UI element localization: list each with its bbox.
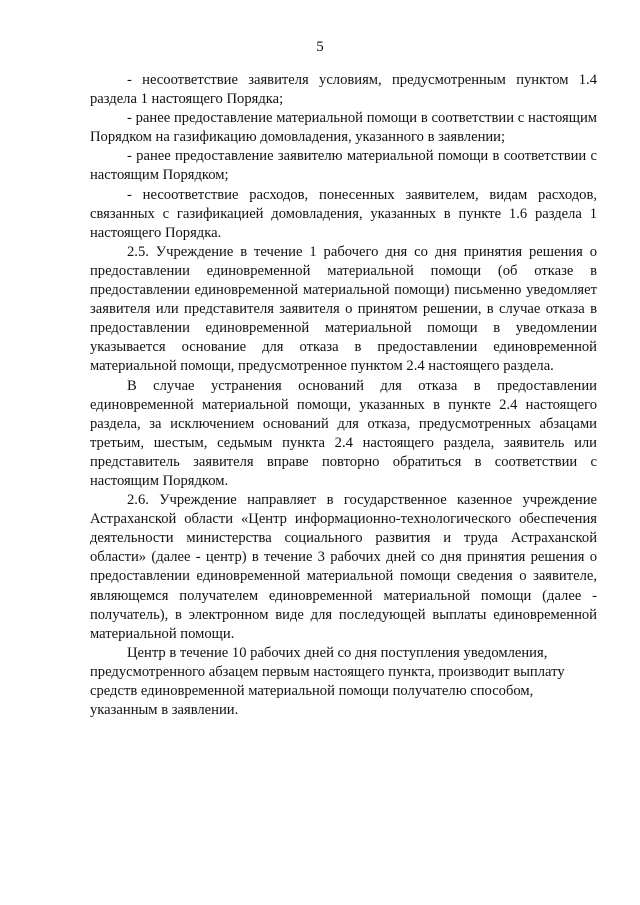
- paragraph-expense-mismatch: - несоответствие расходов, понесенных заявителем, видам расходов, связанных с газификацией домовладения, указанных в пункте 1.6 раздела 1 настоящего Порядка.: [90, 186, 597, 241]
- paragraph-2-6: 2.6. Учреждение направляет в государственное казенное учреждение Астраханской области «Центр информационно-технологического обеспечения деятельности министерства социального развития и труда Астраханской области» (далее - центр) в течение 3 рабочих дней со дня принятия решения о предоставлении единовременной материальной помощи сведения о заявителе, являющемся получателем единовременной материальной помощи (далее - получатель), в электронном виде для последующей выплаты единовременной материальной помощи.: [90, 492, 597, 642]
- paragraph-condition-mismatch: - несоответствие заявителя условиям, предусмотренным пунктом 1.4 раздела 1 настоящего Порядка;: [90, 72, 597, 108]
- paragraph-2-5: 2.5. Учреждение в течение 1 рабочего дня со дня принятия решения о предоставлении единовременной материальной помощи (об отказе в предоставлении единовременной материальной помощи) письменно уведомляет заявителя или представителя заявителя о принятом решении, в случае отказа в предоставлении единовременной материальной помощи в уведомлении указывается основание для отказа в предоставлении единовременной материальной помощи, предусмотренное пунктом 2.4 настоящего раздела.: [90, 243, 597, 375]
- paragraph-prior-aid-gasification: - ранее предоставление материальной помощи в соответствии с настоящим Порядком на газификацию домовладения, указанного в заявлении;: [90, 110, 597, 146]
- paragraph-prior-aid-applicant: - ранее предоставление заявителю материальной помощи в соответствии с настоящим Порядком;: [90, 148, 597, 184]
- paragraph-resubmission: В случае устранения оснований для отказа в предоставлении единовременной материальной помощи, указанных в пункте 2.4 настоящего раздела, за исключением оснований для отказа, предусмотренных абзацами третьим, шестым, седьмым пункта 2.4 настоящего раздела, заявитель или представитель заявителя вправе повторно обратиться в соответствии с настоящим Порядком.: [90, 377, 597, 489]
- document-body: [90, 71, 597, 720]
- page-number: 5: [316, 39, 324, 55]
- paragraph-payment: Центр в течение 10 рабочих дней со дня поступления уведомления, предусмотренного абзацем первым настоящего пункта, производит выплату средств единовременной материальной помощи получателю способом, указанным в заявлении.: [90, 644, 565, 719]
